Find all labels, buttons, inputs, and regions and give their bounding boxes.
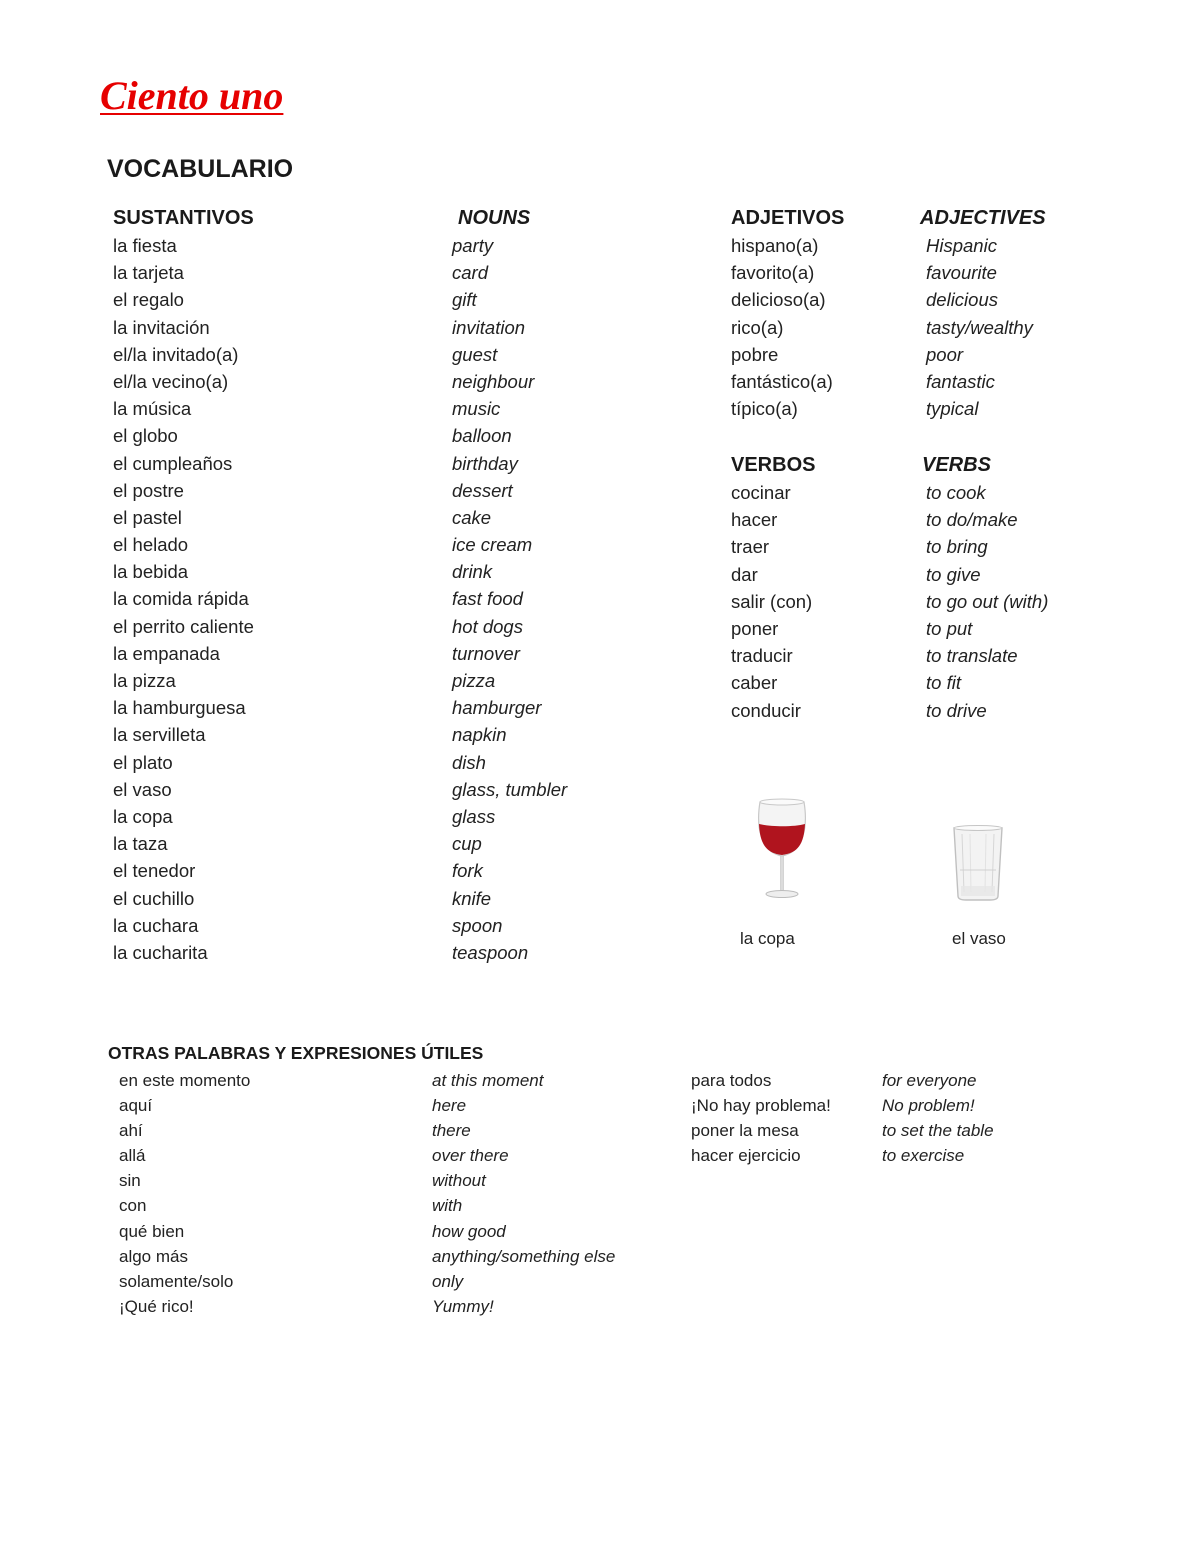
noun-es-item: la copa — [113, 805, 173, 827]
noun-es-item: la hamburguesa — [113, 697, 246, 719]
verbs-list — [926, 479, 1048, 724]
nouns-column — [452, 204, 567, 966]
expression-es-item: algo más — [119, 1246, 188, 1266]
otras-left-en-list — [432, 1068, 615, 1319]
adjectives-header: ADJECTIVES — [920, 207, 1046, 229]
noun-es-item: la bebida — [113, 561, 189, 583]
noun-es-item: el plato — [113, 751, 173, 773]
expression-en-item: for everyone — [882, 1071, 977, 1090]
verb-en-item: to bring — [926, 536, 988, 558]
wine-glass-icon — [752, 796, 812, 905]
verbs-column — [922, 451, 1049, 724]
noun-en-item: fork — [452, 860, 483, 882]
expression-es-item: ¡Qué rico! — [119, 1296, 194, 1316]
noun-en-item: party — [452, 235, 494, 256]
noun-es-item: la comida rápida — [113, 588, 249, 610]
noun-es-item: el/la invitado(a) — [113, 343, 239, 365]
noun-en-item: dessert — [452, 479, 513, 501]
adjective-en-item: delicious — [926, 289, 998, 311]
adjective-es-item: fantástico(a) — [731, 370, 833, 392]
verb-en-item: to cook — [926, 482, 986, 503]
adjective-es-item: delicioso(a) — [731, 289, 826, 311]
expression-es-item: poner la mesa — [691, 1121, 799, 1141]
nouns-header: NOUNS — [458, 207, 531, 229]
verb-en-item: to do/make — [926, 509, 1018, 531]
copa-caption: la copa — [740, 929, 795, 948]
otras-left-es-list — [119, 1068, 250, 1319]
verb-en-item: to go out (with) — [926, 590, 1049, 612]
noun-en-item: fast food — [452, 588, 523, 610]
verb-es-item: dar — [731, 563, 758, 585]
expression-en-item: No problem! — [882, 1096, 975, 1116]
verb-es-item: conducir — [731, 699, 801, 721]
noun-es-item: el helado — [113, 534, 189, 556]
adjetivos-header: ADJETIVOS — [731, 207, 845, 229]
noun-en-item: neighbour — [452, 370, 535, 392]
expression-es-item: con — [119, 1196, 147, 1216]
expression-en-item: anything/something else — [432, 1246, 616, 1266]
verb-es-item: traer — [731, 536, 770, 558]
noun-en-item: ice cream — [452, 534, 533, 556]
expression-en-item: there — [432, 1121, 471, 1141]
adjective-en-item: poor — [926, 343, 964, 365]
noun-en-item: gift — [452, 289, 477, 311]
noun-es-item: la cucharita — [113, 941, 208, 963]
adjective-es-item: favorito(a) — [731, 262, 815, 284]
noun-es-item: la fiesta — [113, 235, 177, 256]
expression-es-item: qué bien — [119, 1221, 185, 1241]
noun-en-item: balloon — [452, 425, 512, 447]
verbs-header: VERBS — [922, 454, 991, 476]
noun-es-item: la empanada — [113, 642, 220, 664]
expression-en-item: how good — [432, 1221, 506, 1241]
vaso-caption: el vaso — [952, 929, 1006, 948]
noun-en-item: glass — [452, 805, 496, 827]
noun-en-item: music — [452, 398, 501, 420]
verbos-list — [731, 479, 815, 724]
noun-en-item: dish — [452, 751, 486, 773]
otras-right-en-list — [882, 1068, 994, 1168]
noun-en-item: invitation — [452, 316, 526, 338]
nouns-list — [452, 232, 567, 966]
verb-en-item: to fit — [926, 672, 961, 694]
wine-liquid — [759, 824, 805, 855]
expression-en-item: with — [432, 1196, 463, 1216]
otras-left-en-column — [432, 1068, 615, 1319]
noun-es-item: el cumpleaños — [113, 452, 233, 474]
sustantivos-header: SUSTANTIVOS — [113, 207, 254, 229]
adjective-es-item: pobre — [731, 343, 779, 365]
expression-es-item: para todos — [691, 1071, 772, 1090]
noun-en-item: guest — [452, 343, 498, 365]
noun-en-item: glass, tumbler — [452, 778, 568, 800]
verb-es-item: poner — [731, 617, 779, 639]
noun-en-item: teaspoon — [452, 941, 529, 963]
noun-es-item: el tenedor — [113, 860, 196, 882]
otras-right-es-column — [691, 1068, 831, 1168]
expression-en-item: Yummy! — [432, 1296, 494, 1316]
expression-es-item: ahí — [119, 1121, 143, 1141]
noun-en-item: knife — [452, 887, 492, 909]
noun-es-item: el/la vecino(a) — [113, 370, 229, 392]
verbos-header: VERBOS — [731, 454, 816, 476]
noun-en-item: hot dogs — [452, 615, 523, 637]
expression-en-item: at this moment — [432, 1071, 544, 1090]
noun-es-item: la invitación — [113, 316, 210, 338]
verbos-column — [731, 451, 815, 724]
noun-en-item: pizza — [452, 670, 496, 691]
verb-es-item: salir (con) — [731, 590, 813, 612]
noun-en-item: card — [452, 262, 488, 284]
noun-es-item: el cuchillo — [113, 887, 195, 909]
tumbler-glass-icon — [950, 824, 1006, 907]
adjective-es-item: rico(a) — [731, 316, 784, 338]
noun-es-item: la tarjeta — [113, 262, 184, 284]
expression-en-item: here — [432, 1096, 467, 1116]
noun-en-item: cup — [452, 833, 482, 855]
expression-en-item: to set the table — [882, 1121, 994, 1141]
noun-en-item: hamburger — [452, 697, 542, 719]
noun-es-item: el perrito caliente — [113, 615, 254, 637]
expression-es-item: aquí — [119, 1096, 153, 1116]
verb-es-item: hacer — [731, 509, 778, 531]
noun-es-item: el globo — [113, 425, 178, 447]
sustantivos-column — [113, 204, 254, 966]
noun-es-item: el pastel — [113, 506, 182, 528]
noun-en-item: drink — [452, 561, 493, 583]
expression-es-item: solamente/solo — [119, 1271, 234, 1291]
verb-en-item: to put — [926, 617, 973, 639]
adjective-en-item: favourite — [926, 262, 997, 284]
verb-en-item: to translate — [926, 645, 1018, 667]
expression-en-item: over there — [432, 1146, 509, 1166]
adjectives-list — [926, 232, 1046, 422]
noun-en-item: cake — [452, 506, 492, 528]
page-title: Ciento uno — [100, 73, 284, 118]
adjective-es-item: hispano(a) — [731, 235, 819, 256]
noun-es-item: la cuchara — [113, 914, 199, 936]
noun-es-item: la servilleta — [113, 724, 206, 746]
expression-es-item: sin — [119, 1171, 141, 1191]
noun-es-item: la música — [113, 398, 192, 420]
adjective-en-item: tasty/wealthy — [926, 316, 1033, 338]
noun-es-item: la taza — [113, 833, 168, 855]
adjective-en-item: typical — [926, 398, 979, 420]
otras-right-en-column — [882, 1068, 994, 1168]
adjectives-column — [920, 204, 1046, 422]
adjetivos-list — [731, 232, 844, 422]
noun-es-item: la pizza — [113, 670, 176, 691]
noun-en-item: napkin — [452, 724, 507, 746]
noun-en-item: turnover — [452, 642, 520, 664]
expression-en-item: only — [432, 1271, 464, 1291]
adjective-es-item: típico(a) — [731, 398, 798, 420]
verb-en-item: to give — [926, 563, 981, 585]
noun-es-item: el vaso — [113, 778, 172, 800]
expression-es-item: allá — [119, 1146, 146, 1166]
sustantivos-list — [113, 232, 254, 966]
noun-en-item: birthday — [452, 452, 518, 474]
verb-es-item: traducir — [731, 645, 793, 667]
expression-es-item: hacer ejercicio — [691, 1146, 801, 1166]
otras-heading: OTRAS PALABRAS Y EXPRESIONES ÚTILES — [108, 1043, 484, 1063]
vocabulario-heading: VOCABULARIO — [107, 155, 294, 183]
noun-es-item: el postre — [113, 479, 184, 501]
adjetivos-column — [731, 204, 844, 422]
expression-en-item: to exercise — [882, 1146, 965, 1166]
verb-en-item: to drive — [926, 699, 987, 721]
otras-left-es-column — [119, 1068, 250, 1319]
adjective-en-item: fantastic — [926, 370, 995, 392]
otras-right-es-list — [691, 1068, 831, 1168]
adjective-en-item: Hispanic — [926, 235, 997, 256]
noun-es-item: el regalo — [113, 289, 184, 311]
expression-es-item: en este momento — [119, 1071, 251, 1090]
verb-es-item: caber — [731, 672, 778, 694]
expression-es-item: ¡No hay problema! — [691, 1096, 831, 1116]
verb-es-item: cocinar — [731, 482, 791, 503]
expression-en-item: without — [432, 1171, 486, 1191]
noun-en-item: spoon — [452, 914, 503, 936]
